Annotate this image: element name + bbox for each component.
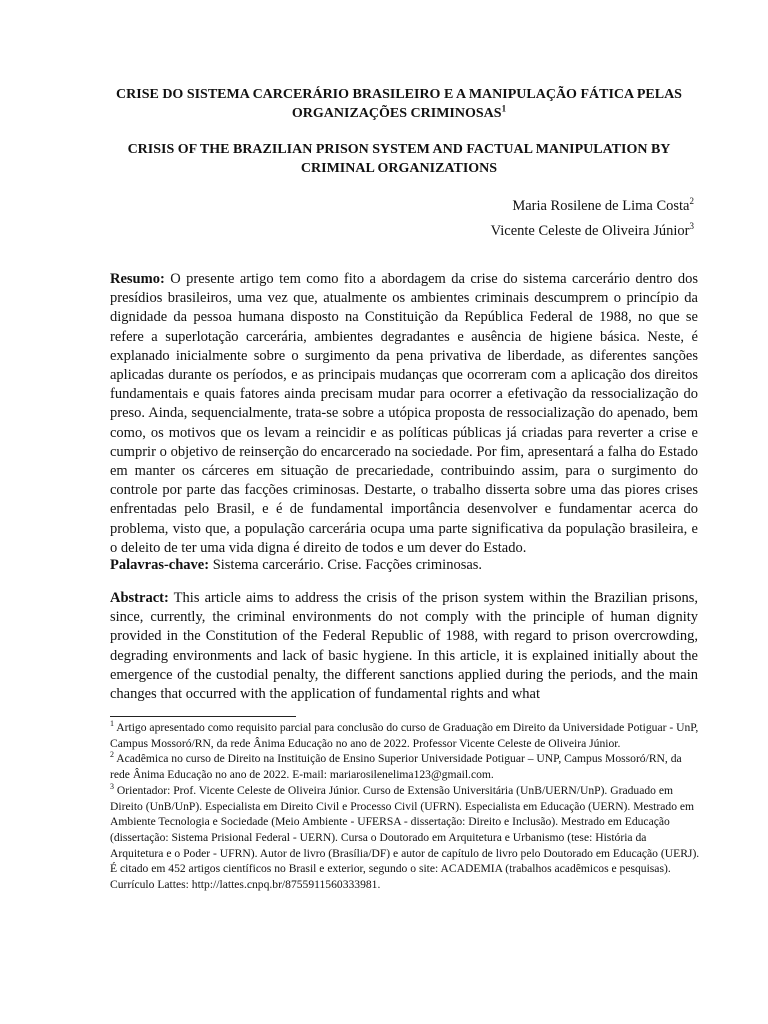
- resumo-label: Resumo:: [110, 271, 165, 287]
- keywords-paragraph: [110, 556, 698, 575]
- footnote-3-mark: 3: [110, 781, 114, 791]
- footnote-2: [110, 751, 700, 782]
- title-footnote-mark: 1: [501, 103, 507, 114]
- author-2-footnote-mark: 3: [689, 221, 694, 232]
- keywords-text: Sistema carcerário. Crise. Facções criminosas.: [209, 557, 483, 573]
- author-2: [491, 222, 694, 240]
- resumo-text: O presente artigo tem como fito a abordagem da crise do sistema carcerário dentro dos presídios brasileiros, uma vez que, atualmente os ambientes criminais descumprem o princípio da dignidade da pessoa humana disposto na Constituição da República Federal de 1988, no que se refere a superlotação carcerária, ambientes degradantes e ausência de higiene básica. Neste, é explanado inicialmente sobre o surgimento da pena privativa de liberdade, as diferentes sanções aplicadas durante os períodos, e as principais mudanças que ocorreram com a aplicação dos direitos fundamentais e quais fatores ainda precisam mudar para ocorrer a efetivação da ressocialização do preso. Ainda, sequencialmente, trata-se sobre a utópica proposta de ressocialização do apenado, bem como, os motivos que os levam a reincidir e as políticas públicas já criadas para reverter a crise e cumprir o objetivo de reinserção do encarcerado na sociedade. Por fim, apresentará a falha do Estado em manter os cárceres em situação de precariedade, contribuindo assim, para o surgimento do controle por parte das facções criminosas. Destarte, o trabalho disserta sobre uma das piores crises enfrentadas pelo Brasil, e é de fundamental importância desenvolver e fundamentar acerca do problema, visto que, a população carcerária ocupa uma parte significativa da população brasileira, e o deleito de ter uma vida digna é direito de todos e um dever do Estado.: [110, 271, 698, 556]
- resumo-paragraph: [110, 270, 698, 558]
- abstract-paragraph: [110, 589, 698, 704]
- keywords-label: Palavras-chave:: [110, 557, 210, 573]
- footnote-1: [110, 720, 700, 751]
- footnote-3-text: Orientador: Prof. Vicente Celeste de Oliveira Júnior. Curso de Extensão Universitária (UnB/UERN/UnP). Graduado em Direito (UnB/UnP). Especialista em Direito Civil e Processo Civil (UFRN). Especialista em Educação (UERN). Mestrado em Ambiente Tecnologia e Sociedade (Meio Ambiente - UFERSA - dissertação: Direito e Inclusão). Mestrado em Educação (dissertação: Sistema Prisional Federal - UERN). Cursa o Doutorado em Arquitetura e Urbanismo (tese: História da Arquitetura e o Poder - UFRN). Autor de livro (Brasília/DF) e autor de capítulo de livro pelo Doutorado em Educação (UERJ). É citado em 452 artigos científicos no Brasil e exterior, segundo o site: ACADEMIA (trabalhos acadêmicos e pesquisas). Currículo Lattes: http://lattes.cnpq.br/8755911560333981.: [110, 783, 700, 892]
- abstract-text: This article aims to address the crisis of the prison system within the Brazilian prisons, since, currently, the criminal environments do not comply with the principle of human dignity provided in the Constitution of the Federal Republic of 1988, with regard to prison overcrowding, degrading environments and lack of basic hygiene. In this article, it is explained initially about the emergence of the custodial penalty, the different sanctions applied during the periods, and the main changes that occurred with the application of fundamental rights and what: [110, 590, 698, 703]
- abstract-label: Abstract:: [110, 590, 169, 606]
- title-portuguese: [100, 85, 698, 123]
- footnotes: [110, 720, 700, 893]
- footnote-2-text: Acadêmica no curso de Direito na Instituição de Ensino Superior Universidade Potiguar – UNP, Campus Mossoró/RN, da rede Ânima Educação no ano de 2022. E-mail: mariarosilenelima123@gmail.com.: [110, 752, 682, 782]
- footnote-divider: [110, 716, 296, 717]
- footnote-1-mark: 1: [110, 719, 114, 729]
- author-1-name: Maria Rosilene de Lima Costa: [512, 198, 690, 214]
- footnote-3: [110, 783, 700, 893]
- author-1-footnote-mark: 2: [689, 196, 694, 207]
- author-2-name: Vicente Celeste de Oliveira Júnior: [490, 223, 690, 239]
- title-english: CRISIS OF THE BRAZILIAN PRISON SYSTEM AND FACTUAL MANIPULATION BY CRIMINAL ORGANIZATIONS: [127, 142, 671, 176]
- title-portuguese-text: CRISE DO SISTEMA CARCERÁRIO BRASILEIRO E A MANIPULAÇÃO FÁTICA PELAS ORGANIZAÇÕES CRIMINOSAS: [116, 87, 682, 121]
- footnote-2-mark: 2: [110, 750, 114, 760]
- author-1: [512, 197, 694, 215]
- footnote-1-text: Artigo apresentado como requisito parcial para conclusão do curso de Graduação em Direito da Universidade Potiguar - UnP, Campus Mossoró/RN, da rede Ânima Educação no ano de 2022. Professor Vicente Celeste de Oliveira Júnior.: [110, 721, 699, 750]
